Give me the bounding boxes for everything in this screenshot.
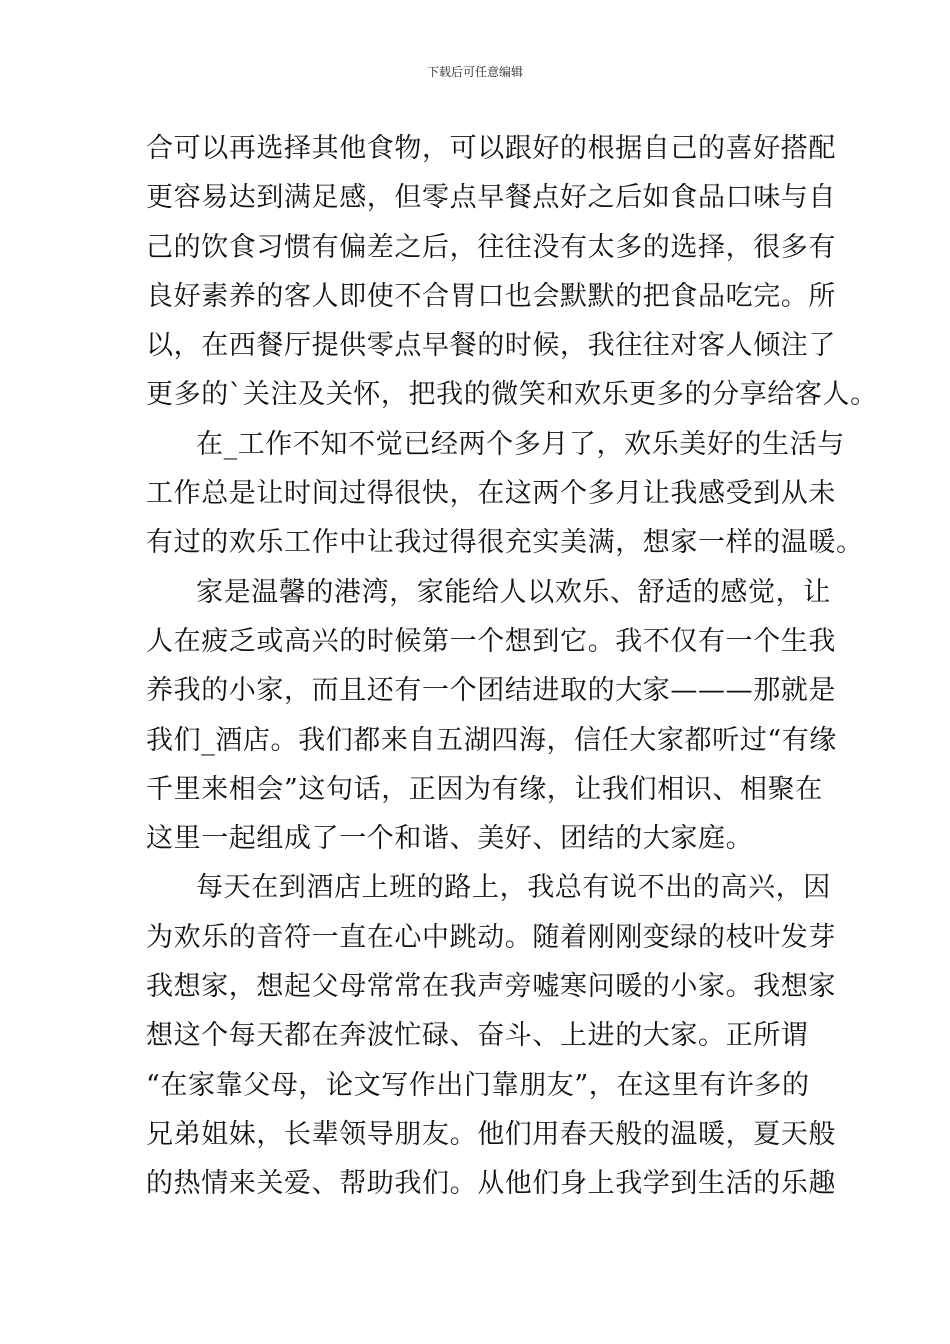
text-line: 养我的小家，而且还有一个团结进取的大家———那就是 [146, 675, 836, 707]
text-line: 良好素养的客人即使不合胃口也会默默的把食品吃完。所 [146, 280, 836, 312]
text-line: 千里来相会”这句话，正因为有缘，让我们相识、相聚在 [146, 773, 823, 805]
text-line: 想这个每天都在奔波忙碌、奋斗、上进的大家。正所谓 [146, 1020, 809, 1052]
text-line: 合可以再选择其他食物，可以跟好的根据自己的喜好搭配 [146, 133, 836, 164]
text-line: 更多的`关注及关怀，把我的微笑和欢乐更多的分享给客人。 [146, 379, 878, 411]
text-line: 以，在西餐厅提供零点早餐的时候，我往往对客人倾注了 [146, 330, 836, 362]
page-header: 下载后可任意编辑 [426, 65, 523, 79]
text-line: 我想家，想起父母常常在我声旁嘘寒问暖的小家。我想家 [146, 971, 836, 1003]
paragraph-first-line: 家是温馨的港湾，家能给人以欢乐、舒适的感觉，让 [196, 576, 831, 608]
paragraph-first-line: 在_工作不知不觉已经两个多月了，欢乐美好的生活与 [196, 428, 845, 460]
text-line: “在家靠父母，论文写作出门靠朋友”，在这里有许多的 [146, 1069, 810, 1101]
text-line: 工作总是让时间过得很快，在这两个多月让我感受到从未 [146, 478, 836, 510]
text-line: 有过的欢乐工作中让我过得很充实美满，想家一样的温暖。 [146, 527, 864, 559]
text-line: 的热情来关爱、帮助我们。从他们身上我学到生活的乐趣 [146, 1168, 836, 1200]
text-line: 为欢乐的音符一直在心中跳动。随着刚刚变绿的枝叶发芽 [146, 921, 836, 953]
text-line: 我们_酒店。我们都来自五湖四海，信任大家都听过“有缘 [146, 724, 837, 756]
text-line: 兄弟姐妹，长辈领导朋友。他们用春天般的温暖，夏天般 [146, 1118, 836, 1150]
text-line: 人在疲乏或高兴的时候第一个想到它。我不仅有一个生我 [146, 625, 836, 657]
paragraph-first-line: 每天在到酒店上班的路上，我总有说不出的高兴，因 [196, 872, 831, 904]
text-line: 己的饮食习惯有偏差之后，往往没有太多的选择，很多有 [146, 231, 836, 263]
text-line: 这里一起组成了一个和谐、美好、团结的大家庭。 [146, 823, 754, 855]
document-body [146, 124, 878, 1209]
text-line: 更容易达到满足感，但零点早餐点好之后如食品口味与自 [146, 182, 836, 214]
